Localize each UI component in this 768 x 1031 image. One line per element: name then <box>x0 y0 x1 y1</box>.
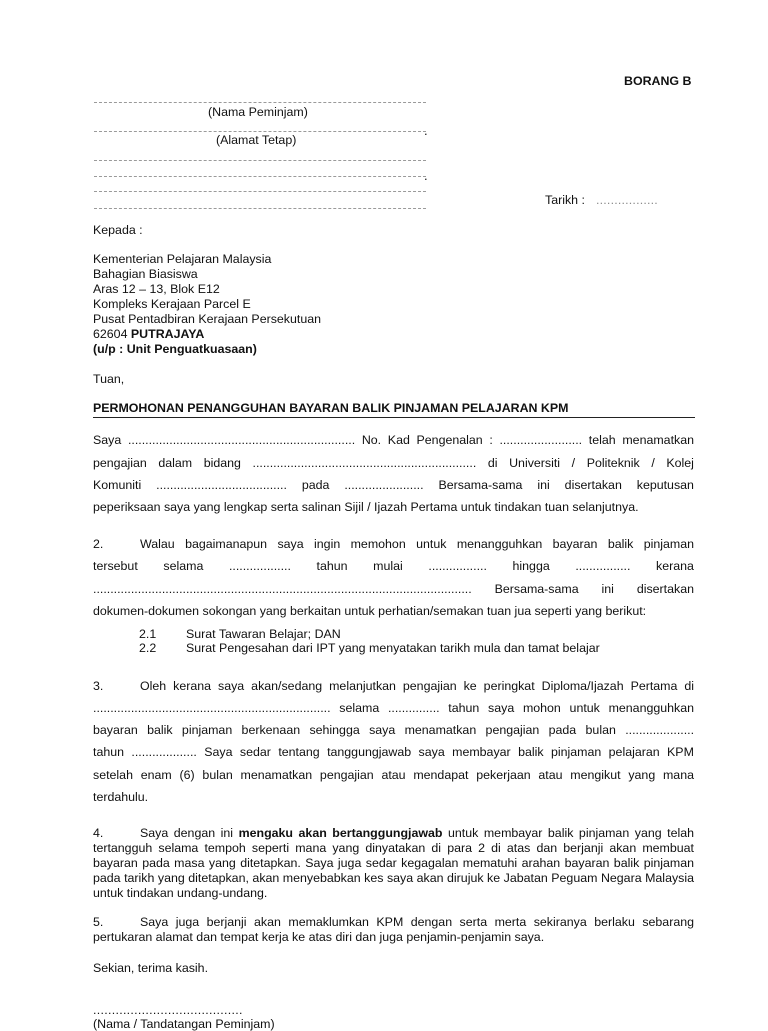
address-line: Aras 12 – 13, Blok E12 <box>93 282 220 296</box>
word: KPM <box>667 745 694 759</box>
para4-number: 4. <box>93 826 104 840</box>
word: pelajaran <box>608 745 660 759</box>
word: setelah <box>93 768 133 782</box>
word: tentang <box>278 745 320 759</box>
word: dalam <box>158 456 193 470</box>
para5-number: 5. <box>93 915 104 929</box>
para2-line1 <box>140 537 694 551</box>
closing: Sekian, terima kasih. <box>93 961 209 975</box>
word: ....................... <box>344 478 424 492</box>
recipient-address <box>93 252 321 357</box>
word: No. Kad Pengenalan : <box>361 433 493 447</box>
para4 <box>93 826 694 901</box>
word: ............... <box>387 701 440 715</box>
word: menamatkan <box>404 723 477 737</box>
word: ingin <box>314 537 341 551</box>
attention-line: (u/p : Unit Penguatkuasaan) <box>93 342 257 356</box>
to-label: Kepada : <box>93 223 143 237</box>
word: ini <box>537 478 550 492</box>
word: Walau <box>140 537 175 551</box>
word: pinjaman <box>550 745 602 759</box>
para2-line4: dokumen-dokumen sokongan yang berkaitan untuk perhatian/semakan tuan jua seperti yang berikut: <box>93 604 647 618</box>
word: .............................................................................................................. <box>93 582 472 596</box>
word: bulan <box>202 768 233 782</box>
postcode-city-line <box>93 327 321 342</box>
word: atau <box>538 768 563 782</box>
para1-line2 <box>93 456 694 470</box>
address-line: Kompleks Kerajaan Parcel E <box>93 297 251 311</box>
word: menamatkan <box>240 768 313 782</box>
para5-text: Saya juga berjanji akan memaklumkan KPM dengan serta merta sekiranya berlaku sebarang pertukaran alamat dan tempat kerja ke atas diri dan juga penjamin-penjamin saya. <box>93 915 694 944</box>
word: Oleh <box>140 679 167 693</box>
word: Universiti <box>509 456 561 470</box>
word: selama <box>163 559 204 573</box>
word: bidang <box>203 456 241 470</box>
word: .................................................................. <box>127 433 356 447</box>
word: mohon <box>522 701 561 715</box>
word: ................ <box>575 559 631 573</box>
date-field[interactable]: ................. <box>596 193 658 207</box>
word: mana <box>662 768 694 782</box>
word: ini <box>601 582 614 596</box>
word: ke <box>463 679 477 693</box>
word: / <box>571 456 576 470</box>
para1-line1 <box>93 433 694 447</box>
form-code: BORANG B <box>624 74 692 88</box>
word: ..................................................................... <box>93 701 331 715</box>
word: Diploma/Ijazah <box>541 679 624 693</box>
date-label: Tarikh : <box>545 193 585 207</box>
word: mengikut <box>570 768 621 782</box>
word: .................. <box>228 559 291 573</box>
para5 <box>93 915 694 945</box>
word: ................................................................. <box>252 456 477 470</box>
word: tersebut <box>93 559 138 573</box>
para3-line2 <box>93 701 694 715</box>
word: kerana <box>173 679 212 693</box>
word: tahun <box>448 701 480 715</box>
address-line: Kementerian Pelajaran Malaysia <box>93 252 272 266</box>
word: Bersama-sama <box>494 582 579 596</box>
address-line: Pusat Pentadbiran Kerajaan Persekutuan <box>93 312 322 326</box>
word: bulan <box>585 723 616 737</box>
para4-rest: untuk membayar balik pinjaman yang telah tertangguh selama tempoh seperti mana yang dinyatakan di para 2 di atas dan berjanji akan membuat bayaran pada masa yang ditetapkan. Saya juga sedar kegagalan mematuhi arahan bayaran balik pinjaman pada tarikh yang ditetapkan, akan menyebabkan kes saya akan dirujuk ke Jabatan Peguam Negara Malaysia untuk tindakan undang-undang. <box>93 826 695 900</box>
address-line-5[interactable] <box>94 208 426 209</box>
word: ...................................... <box>156 478 287 492</box>
word: akan/sedang <box>251 679 323 693</box>
signature-line[interactable]: ........................................ <box>93 1003 243 1017</box>
word: bayaran <box>552 537 598 551</box>
word: selama <box>339 701 380 715</box>
word: tahun <box>93 745 125 759</box>
word: Kolej <box>666 456 694 470</box>
word: disertakan <box>564 478 622 492</box>
address-line-2[interactable] <box>94 160 426 161</box>
word: saya <box>418 745 445 759</box>
subject-title: PERMOHONAN PENANGGUHAN BAYARAN BALIK PINJAMAN PELAJARAN KPM <box>93 401 569 415</box>
para2-line2 <box>93 559 694 573</box>
word: tahun <box>316 559 348 573</box>
word: memohon <box>350 537 406 551</box>
para3-line4 <box>93 745 694 759</box>
city: PUTRAJAYA <box>130 327 205 341</box>
para2-number: 2. <box>93 537 104 551</box>
word: di <box>487 456 498 470</box>
word: untuk <box>569 701 600 715</box>
word: saya <box>488 701 515 715</box>
word: saya <box>218 679 245 693</box>
line-end-dot: . <box>424 123 428 138</box>
word: bayaran <box>93 723 138 737</box>
word: bagaimanapun <box>185 537 268 551</box>
word: pengajian <box>402 679 457 693</box>
para1-line4: peperiksaan saya yang lengkap serta salinan Sijil / Ijazah Pertama untuk tindakan tuan selanjutnya. <box>93 500 639 514</box>
word: mulai <box>373 559 403 573</box>
word: Saya <box>93 433 122 447</box>
salutation: Tuan, <box>93 372 125 386</box>
borrower-name-label: (Nama Peminjam) <box>208 105 308 119</box>
list-item: Surat Pengesahan dari IPT yang menyatakan tarikh mula dan tamat belajar <box>186 641 600 655</box>
word: tanggungjawab <box>327 745 412 759</box>
para3-line5 <box>93 768 694 782</box>
para3-line3 <box>93 723 694 737</box>
word: Komuniti <box>93 478 142 492</box>
word: atau <box>381 768 406 782</box>
word: saya <box>277 537 304 551</box>
word: mendapat <box>413 768 469 782</box>
word: pinjaman <box>181 723 233 737</box>
word: kerana <box>656 559 694 573</box>
para4-bold: mengaku akan bertanggungjawab <box>238 826 443 840</box>
word: (6) <box>179 768 195 782</box>
word: untuk <box>416 537 447 551</box>
word: yang <box>628 768 656 782</box>
line-end-dot: . <box>424 168 428 183</box>
address-line-1[interactable] <box>94 131 426 132</box>
word: Bersama-sama <box>438 478 523 492</box>
para3-line6: terdahulu. <box>93 790 149 804</box>
name-line[interactable] <box>94 102 426 103</box>
word: peringkat <box>483 679 535 693</box>
para1-line3 <box>93 478 694 492</box>
address-line-4[interactable] <box>94 191 426 192</box>
word: / <box>651 456 655 470</box>
word: sehingga <box>309 723 360 737</box>
address-label: (Alamat Tetap) <box>216 133 297 147</box>
para3-number: 3. <box>93 679 104 693</box>
address-line: Bahagian Biasiswa <box>93 267 198 281</box>
signature-label: (Nama / Tandatangan Peminjam) <box>93 1017 275 1031</box>
word: .................... <box>625 723 695 737</box>
word: pengajian <box>485 723 540 737</box>
word: pekerjaan <box>476 768 531 782</box>
word: ................. <box>428 559 487 573</box>
word: disertakan <box>636 582 694 596</box>
word: telah <box>588 433 616 447</box>
word: menamatkan <box>622 433 694 447</box>
word: balik <box>147 723 173 737</box>
word: ................... <box>131 745 197 759</box>
word: di <box>684 679 695 693</box>
list-item-num: 2.1 <box>139 627 157 641</box>
word: ........................ <box>499 433 583 447</box>
word: Pertama <box>630 679 678 693</box>
para4-intro: Saya dengan ini <box>140 826 234 840</box>
word: melanjutkan <box>329 679 396 693</box>
para2-line3 <box>93 582 694 596</box>
word: Saya <box>204 745 233 759</box>
word: keputusan <box>636 478 694 492</box>
word: hingga <box>512 559 550 573</box>
word: pada <box>548 723 577 737</box>
word: membayar <box>452 745 511 759</box>
word: Politeknik <box>586 456 640 470</box>
word: menangguhkan <box>608 701 695 715</box>
word: balik <box>518 745 544 759</box>
word: pengajian <box>93 456 147 470</box>
para3-line1 <box>140 679 694 693</box>
word: sedar <box>239 745 271 759</box>
word: pada <box>301 478 330 492</box>
subject-underline <box>93 417 695 418</box>
word: pengajian <box>319 768 374 782</box>
word: balik <box>607 537 634 551</box>
address-line-3[interactable] <box>94 176 426 177</box>
word: enam <box>140 768 172 782</box>
list-item-num: 2.2 <box>139 641 157 655</box>
word: saya <box>369 723 396 737</box>
word: menangguhkan <box>456 537 543 551</box>
word: berkenaan <box>241 723 301 737</box>
list-item: Surat Tawaran Belajar; DAN <box>186 627 341 641</box>
postcode: 62604 <box>93 327 128 341</box>
word: pinjaman <box>643 537 694 551</box>
